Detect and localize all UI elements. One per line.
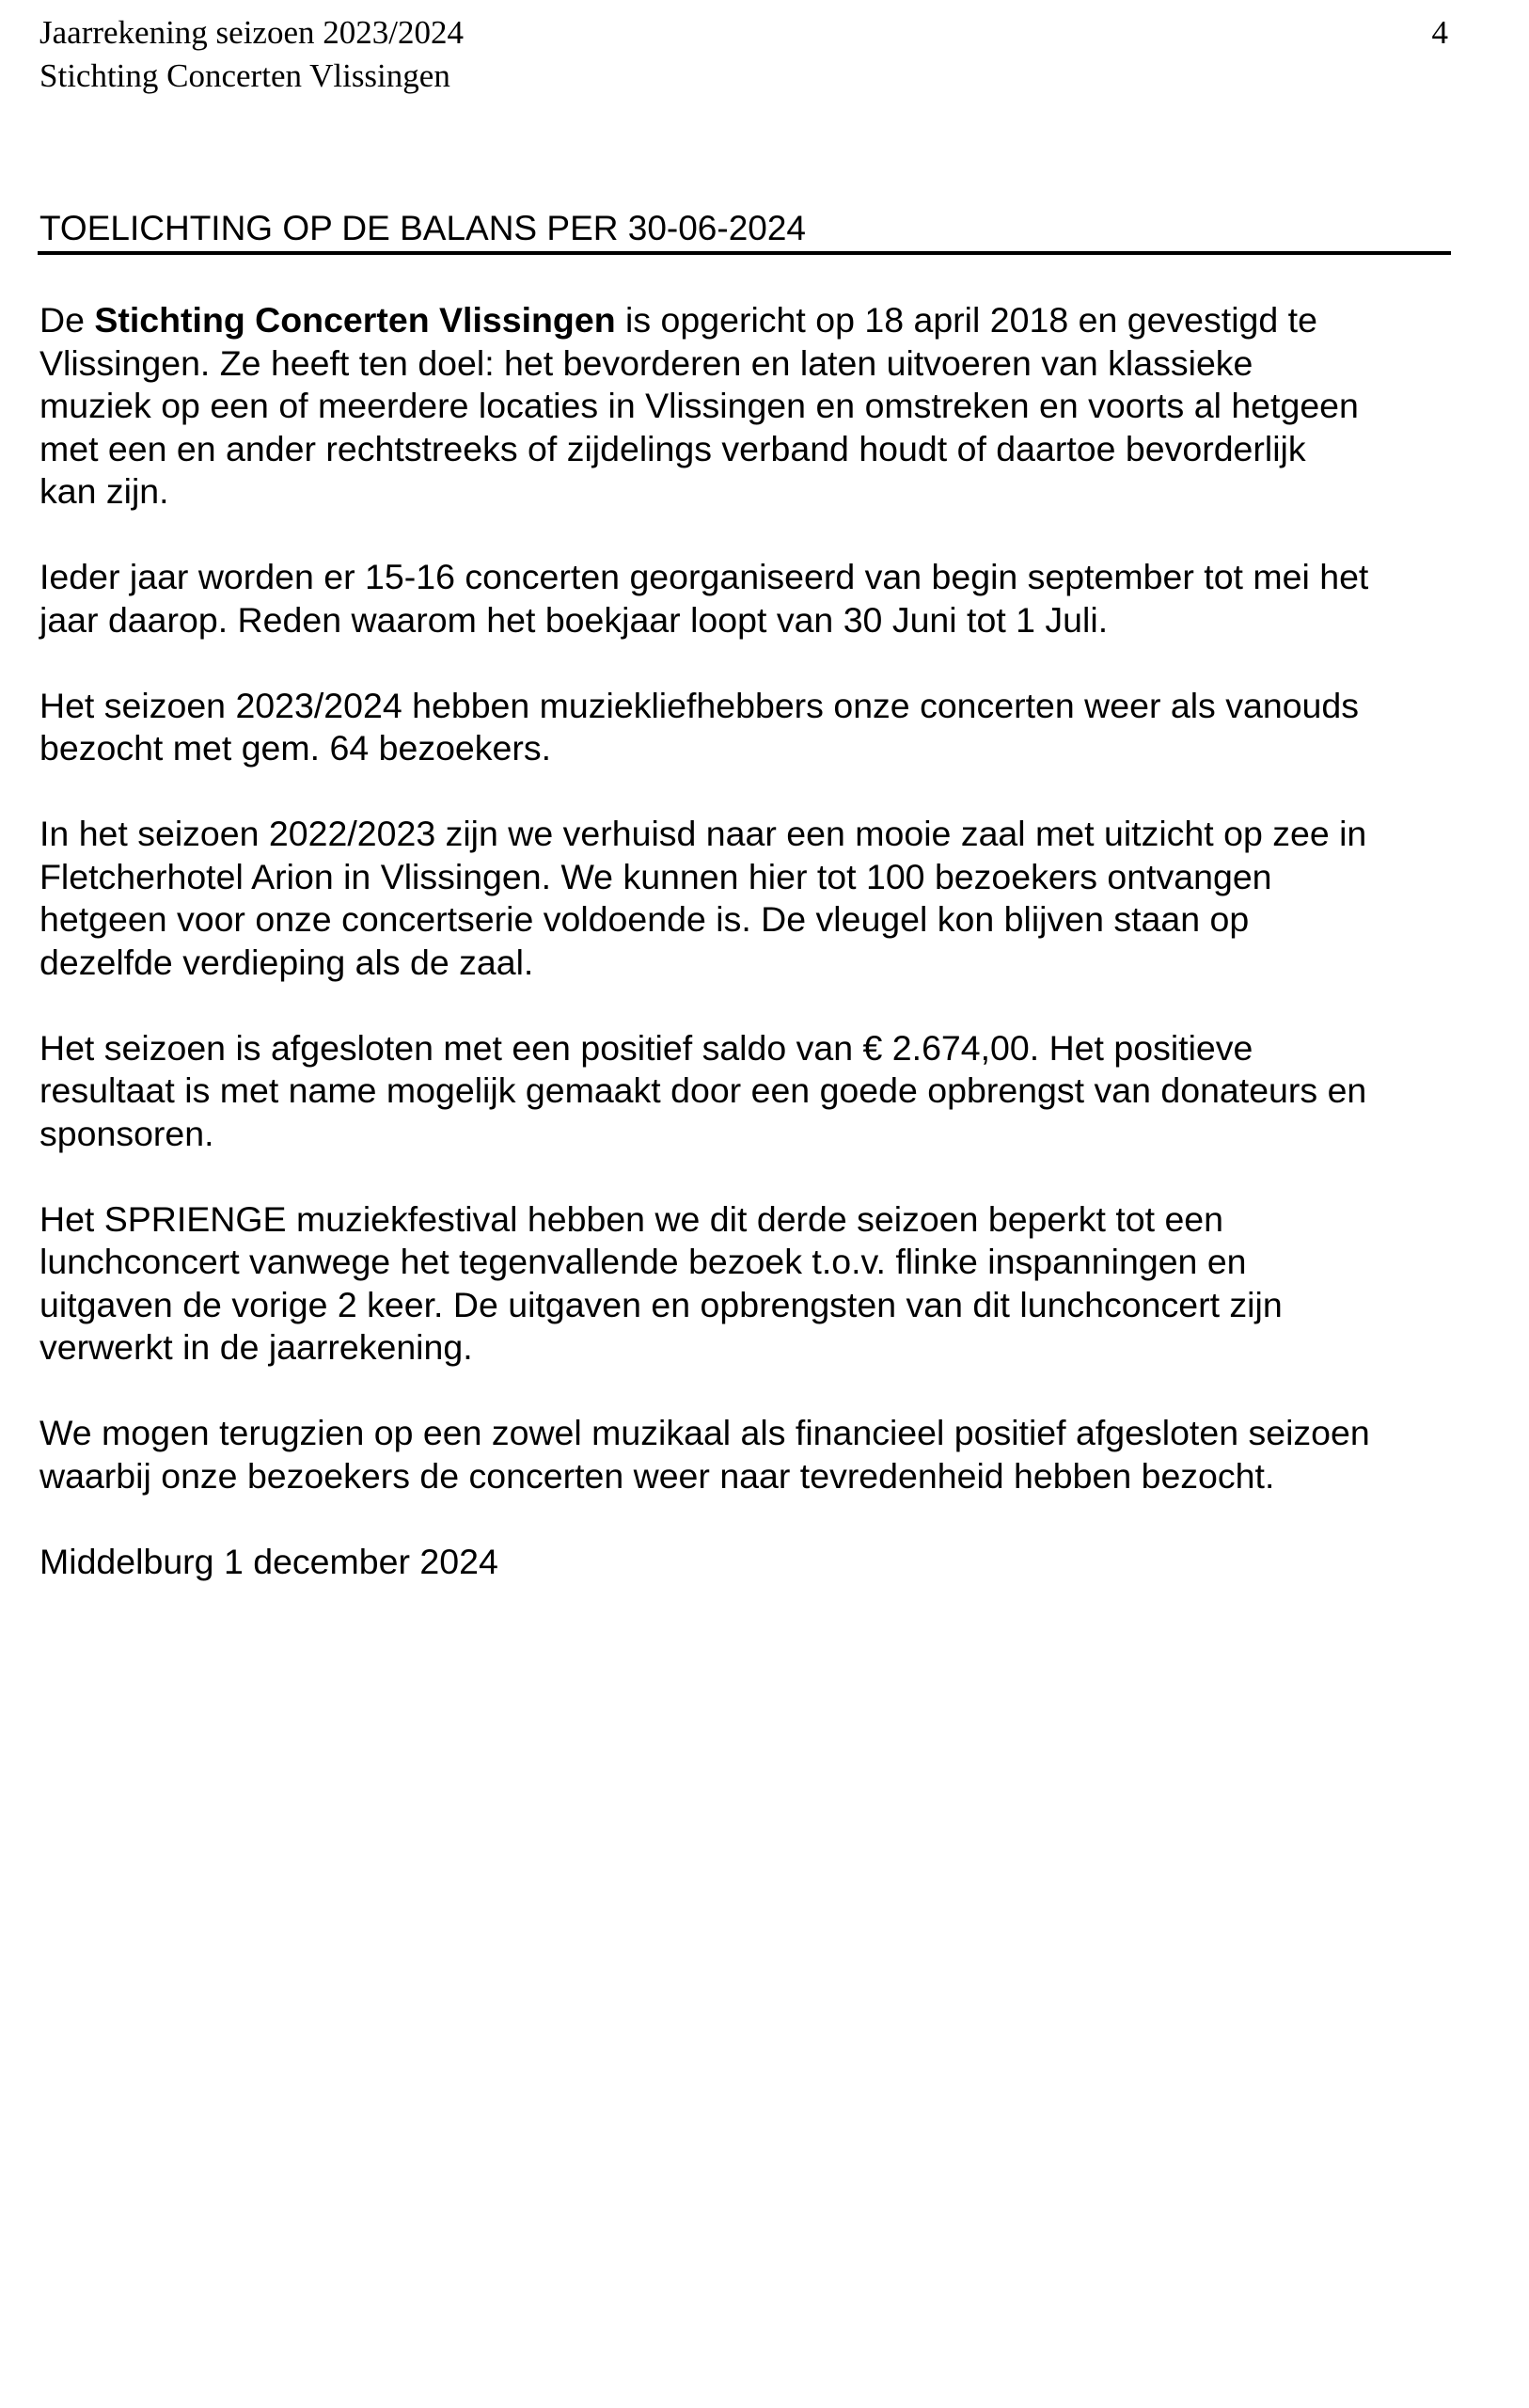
paragraph-concerts-per-year <box>39 556 1459 642</box>
title-underline-rule <box>38 251 1451 255</box>
place-and-date <box>39 1541 1459 1584</box>
document-body <box>39 299 1459 1626</box>
paragraph-line <box>39 299 1459 342</box>
section-title: TOELICHTING OP DE BALANS PER 30-06-2024 <box>39 209 807 247</box>
paragraph-line: dezelfde verdieping als de zaal. <box>39 942 534 982</box>
paragraph-line: kan zijn. <box>39 471 169 511</box>
paragraph-line: verwerkt in de jaarrekening. <box>39 1327 473 1367</box>
paragraph-line: bezocht met gem. 64 bezoekers. <box>39 728 552 768</box>
page-header <box>39 11 464 98</box>
paragraph-line: Fletcherhotel Arion in Vlissingen. We kunnen hier tot 100 bezoekers ontvangen <box>39 856 1272 896</box>
paragraph-line: sponsoren. <box>39 1113 214 1153</box>
paragraph-line: Het seizoen is afgesloten met een positief saldo van € 2.674,00. Het positieve <box>39 1027 1253 1068</box>
paragraph-financial-result <box>39 1027 1459 1156</box>
paragraph-festival <box>39 1198 1459 1370</box>
paragraph-line: We mogen terugzien op een zowel muzikaal als financieel positief afgesloten seizoen <box>39 1413 1370 1452</box>
paragraph-line: uitgaven de vorige 2 keer. De uitgaven en opbrengsten van dit lunchconcert zijn <box>39 1284 1283 1324</box>
paragraph-line: Het SPRIENGE muziekfestival hebben we dit derde seizoen beperkt tot een <box>39 1198 1224 1239</box>
paragraph-line: met een en ander rechtstreeks of zijdelings verband houdt of daartoe bevorderlijk <box>39 428 1306 468</box>
paragraph-conclusion <box>39 1412 1459 1497</box>
paragraph-venue <box>39 813 1459 984</box>
paragraph-line: Ieder jaar worden er 15-16 concerten georganiseerd van begin september tot mei het <box>39 557 1369 596</box>
paragraph-line: waarbij onze bezoekers de concerten weer naar tevredenheid hebben bezocht. <box>39 1455 1275 1496</box>
header-report-title: Jaarrekening seizoen 2023/2024 <box>39 14 464 51</box>
header-organization: Stichting Concerten Vlissingen <box>39 57 450 94</box>
paragraph-line: Middelburg 1 december 2024 <box>39 1541 498 1581</box>
intro-text-rest: is opgericht op 18 april 2018 en gevestigd te <box>615 300 1317 340</box>
paragraph-season-attendance <box>39 685 1459 770</box>
paragraph-line: hetgeen voor onze concertserie voldoende is. De vleugel kon blijven staan op <box>39 899 1250 939</box>
paragraph-foundation <box>39 299 1459 514</box>
paragraph-line: resultaat is met name mogelijk gemaakt door een goede opbrengst van donateurs en <box>39 1070 1367 1110</box>
intro-text: De <box>39 300 95 340</box>
paragraph-line: lunchconcert vanwege het tegenvallende bezoek t.o.v. flinke inspanningen en <box>39 1242 1247 1281</box>
organization-name: Stichting Concerten Vlissingen <box>94 300 616 340</box>
paragraph-line: muziek op een of meerdere locaties in Vlissingen en omstreken en voorts al hetgeen <box>39 386 1359 425</box>
page-number: 4 <box>1431 14 1448 51</box>
paragraph-line: Het seizoen 2023/2024 hebben muziekliefhebbers onze concerten weer als vanouds <box>39 685 1360 725</box>
paragraph-line: Vlissingen. Ze heeft ten doel: het bevorderen en laten uitvoeren van klassieke <box>39 342 1253 383</box>
paragraph-line: jaar daarop. Reden waarom het boekjaar loopt van 30 Juni tot 1 Juli. <box>39 599 1109 640</box>
paragraph-line: In het seizoen 2022/2023 zijn we verhuisd naar een mooie zaal met uitzicht op zee in <box>39 814 1367 853</box>
